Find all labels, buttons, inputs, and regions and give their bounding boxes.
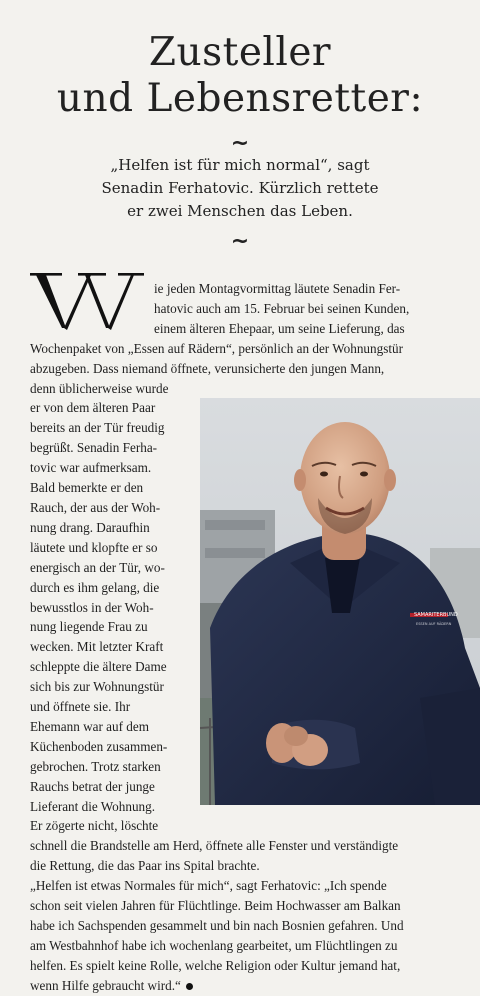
title-line-1: Zusteller (148, 30, 332, 75)
body-line: er von dem älteren Paar (30, 400, 156, 416)
body-line: bewusstlos in der Woh- (30, 599, 154, 615)
body-line: „Helfen ist etwas Normales für mich“, sagt Ferhatovic: „Ich spende (30, 878, 387, 894)
body-line: energisch an der Tür, wo- (30, 559, 165, 575)
body-line: Rauchs betrat der junge (30, 778, 155, 794)
body-line: sich bis zur Wohnungstür (30, 679, 164, 695)
body-line: begrüßt. Senadin Ferha- (30, 440, 158, 456)
body-line: die Rettung, die das Paar ins Spital brachte. (30, 858, 260, 874)
body-line: Lieferant die Wohnung. (30, 798, 156, 814)
body-line: schleppte die ältere Dame (30, 659, 167, 675)
body-line: Rauch, der aus der Woh- (30, 499, 161, 515)
body-line: habe ich Sachspenden gesammelt und bin nach Bosnien gefahren. Und (30, 918, 404, 933)
body-line: abzugeben. Dass niemand öffnete, verunsicherte den jungen Mann, (30, 360, 385, 376)
body-line: nung liegende Frau zu (30, 619, 148, 635)
body-line-last (30, 976, 455, 996)
body-line: Ehemann war auf dem (30, 718, 150, 734)
body-line: am Westbahnhof habe ich wochenlang gearbeitet, um Flüchtlingen zu (30, 937, 398, 953)
body-line: Er zögerte nicht, löschte (30, 818, 159, 834)
body-line: Bald bemerkte er den (30, 480, 144, 496)
jacket-logo-text: SAMARITERBUND (414, 612, 458, 618)
lead-line-3: er zwei Menschen das Leben. (127, 202, 353, 220)
body-line-last-text: wenn Hilfe gebraucht wird.“ (30, 977, 181, 993)
body-line: denn üblicherweise wurde (30, 380, 169, 396)
body-line: schon seit vielen Jahren für Flüchtlinge. Beim Hochwasser am Balkan (30, 898, 401, 914)
drop-cap-letter: W (30, 272, 31, 273)
body-line: läutete und klopfte er so (30, 539, 158, 555)
body-line: bereits an der Tür freudig (30, 420, 165, 436)
lead-paragraph (30, 154, 450, 223)
body-line: durch es ihm gelang, die (30, 579, 160, 595)
article-title (0, 30, 480, 122)
body-line: ie jeden Montagvormittag läutete Senadin Fer- (154, 281, 401, 296)
end-mark-icon (186, 983, 193, 990)
body-line: und öffnete sie. Ihr (30, 699, 131, 715)
ornament-bottom: ~ (230, 229, 250, 254)
body-line: nung drang. Daraufhin (30, 519, 150, 535)
body-line: gebrochen. Trotz starken (30, 758, 161, 774)
body-line: wecken. Mit letzter Kraft (30, 639, 164, 655)
ornament-top: ~ (230, 131, 250, 156)
body-line: einem älteren Ehepaar, um seine Lieferung, das (154, 320, 405, 336)
lead-line-1: „Helfen ist für mich normal“, sagt (110, 156, 370, 174)
body-line: helfen. Es spielt keine Rolle, welche Religion oder Kultur jemand hat, (30, 957, 401, 973)
portrait-photo (200, 398, 480, 805)
body-line: Wochenpaket von „Essen auf Rädern“, persönlich an der Wohnungstür (30, 340, 403, 356)
jacket-logo-subtext: ESSEN AUF RÄDERN (416, 622, 452, 626)
body-line: Küchenboden zusammen- (30, 738, 168, 754)
body-line: schnell die Brandstelle am Herd, öffnete alle Fenster und verständigte (30, 838, 399, 854)
title-line-2: und Lebensretter: (56, 76, 424, 121)
lead-line-2: Senadin Ferhatovic. Kürzlich rettete (101, 179, 379, 197)
body-line: tovic war aufmerksam. (30, 460, 152, 476)
body-line: hatovic auch am 15. Februar bei seinen Kunden, (154, 300, 410, 316)
portrait-image (200, 398, 480, 805)
